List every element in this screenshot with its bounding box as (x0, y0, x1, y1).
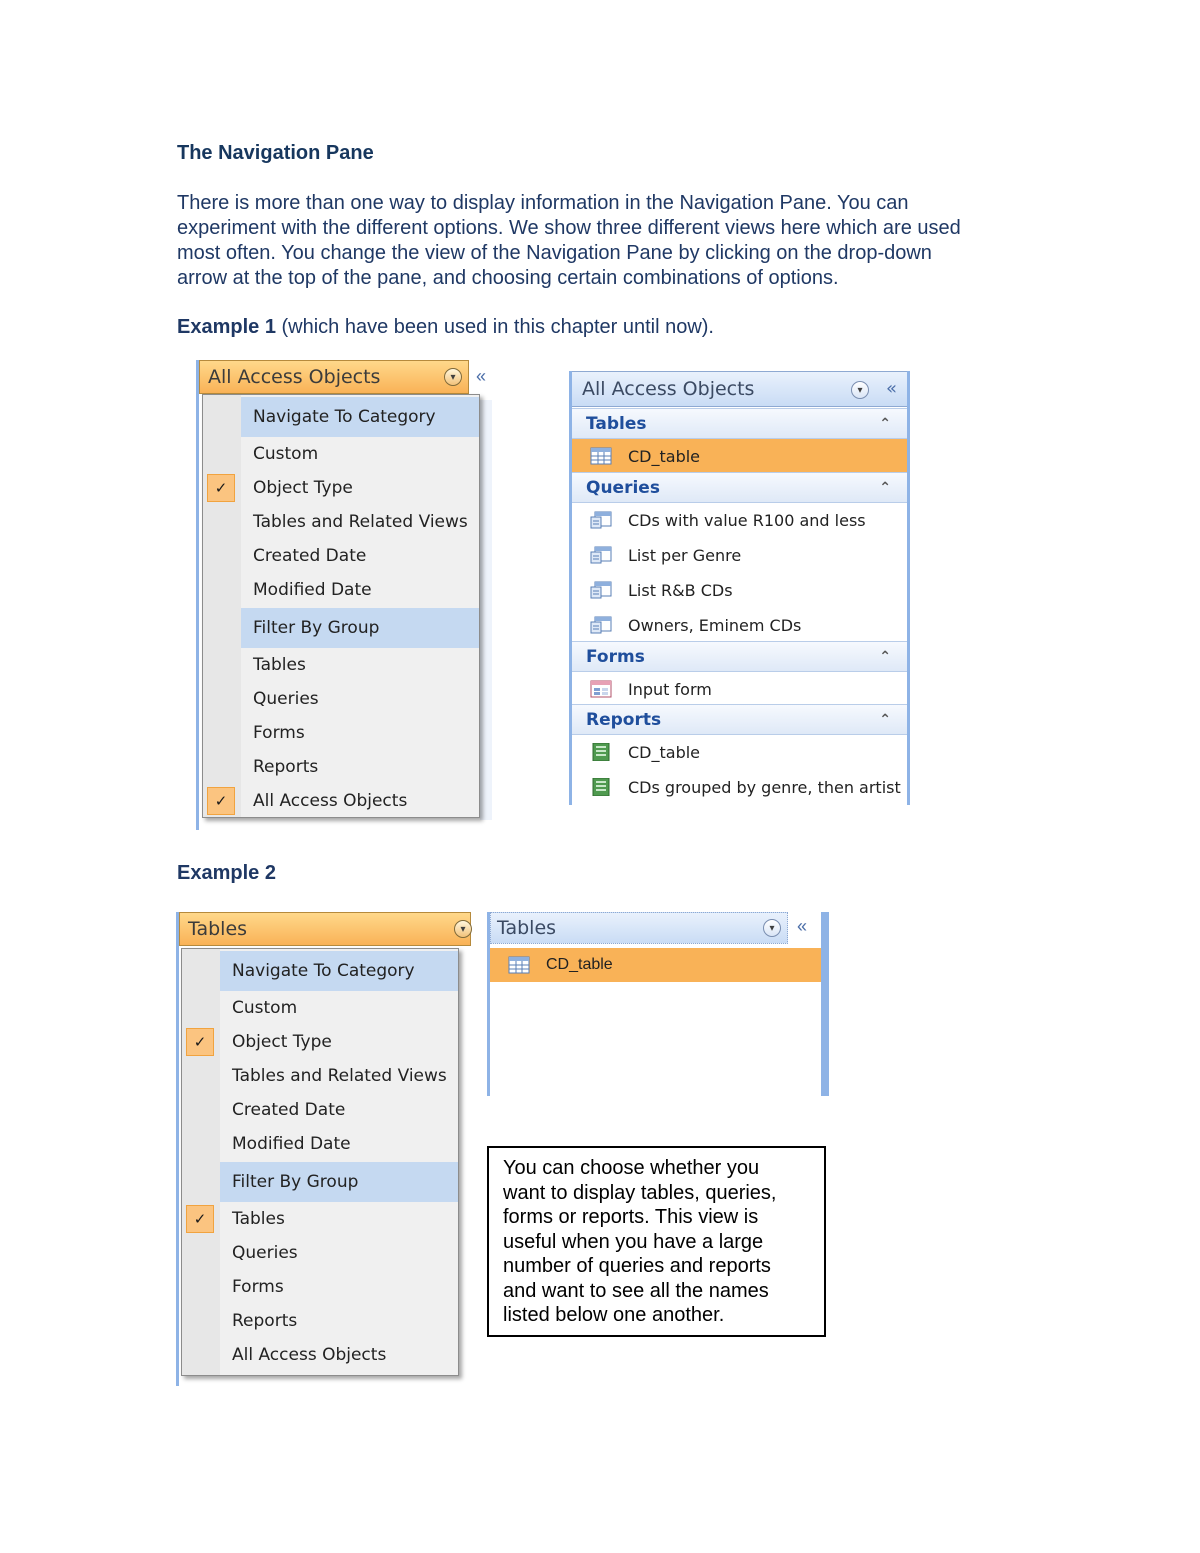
example1-heading (177, 315, 714, 340)
menu-item-tables[interactable]: Tables (253, 655, 306, 675)
nav-pane-header[interactable] (199, 360, 469, 394)
nav-pane-header-label: All Access Objects (582, 378, 755, 400)
table-icon (590, 447, 612, 465)
object-row-query[interactable] (572, 503, 907, 537)
group-label: Queries (586, 477, 660, 498)
object-name: CDs with value R100 and less (628, 510, 866, 530)
object-name: List per Genre (628, 545, 742, 565)
callout-line: forms or reports. This view is (503, 1206, 759, 1228)
group-label: Reports (586, 709, 662, 730)
collapse-pane-icon[interactable]: « (476, 366, 487, 386)
collapse-pane-icon[interactable]: « (885, 378, 897, 399)
callout-box (487, 1146, 826, 1337)
object-name: CDs grouped by genre, then artist (628, 777, 901, 797)
group-header-forms[interactable] (572, 641, 907, 672)
collapse-group-icon[interactable]: ⌃ (879, 711, 891, 728)
callout-line: want to display tables, queries, (503, 1181, 777, 1204)
menu-item-custom[interactable]: Custom (232, 998, 298, 1018)
dropdown-arrow-icon[interactable]: ▾ (763, 919, 781, 937)
nav-pane-header-label: All Access Objects (208, 366, 381, 388)
dropdown-arrow-icon[interactable]: ▾ (444, 368, 462, 386)
intro-line: arrow at the top of the pane, and choosing certain combinations of options. (177, 267, 839, 289)
nav-pane-header-label: Tables (497, 917, 557, 939)
menu-item-all-access-objects[interactable]: All Access Objects (253, 791, 408, 811)
report-icon (590, 778, 612, 796)
object-row-query[interactable] (572, 573, 907, 607)
check-icon: ✓ (207, 787, 235, 815)
query-icon (590, 511, 612, 529)
table-icon (508, 956, 530, 974)
intro-paragraph (177, 191, 1077, 291)
object-name: CD_table (628, 742, 701, 762)
check-icon: ✓ (186, 1205, 214, 1233)
group-header-queries[interactable] (572, 472, 907, 503)
example2-navigation-pane (487, 912, 829, 1096)
menu-category-header: Navigate To Category (241, 397, 479, 437)
menu-item-tables-related-views[interactable]: Tables and Related Views (232, 1066, 447, 1086)
callout-line: useful when you have a large (503, 1230, 764, 1253)
menu-item-modified-date[interactable]: Modified Date (232, 1134, 351, 1154)
example1-menu-screenshot (196, 360, 494, 830)
collapse-pane-icon[interactable]: « (797, 916, 808, 936)
callout-line: listed below one another. (503, 1304, 725, 1326)
intro-line: There is more than one way to display information in the Navigation Pane. You can (177, 192, 909, 214)
menu-item-forms[interactable]: Forms (253, 723, 305, 743)
example1-note: (which have been used in this chapter until now). (281, 316, 714, 338)
menu-gutter (203, 395, 241, 817)
object-row-table[interactable] (572, 439, 907, 473)
check-icon: ✓ (186, 1028, 214, 1056)
check-icon: ✓ (207, 474, 235, 502)
pane-border (821, 912, 829, 1096)
nav-pane-header[interactable] (572, 371, 907, 407)
query-icon (590, 581, 612, 599)
collapse-group-icon[interactable]: ⌃ (879, 648, 891, 665)
example1-navigation-pane (569, 371, 910, 805)
menu-item-custom[interactable]: Custom (253, 444, 319, 464)
callout-line: and want to see all the names (503, 1279, 769, 1302)
callout-line: number of queries and reports (503, 1255, 771, 1277)
query-icon (590, 546, 612, 564)
dropdown-arrow-icon[interactable]: ▾ (454, 920, 472, 938)
object-row-query[interactable] (572, 538, 907, 572)
page-title: The Navigation Pane (177, 142, 374, 164)
menu-item-queries[interactable]: Queries (232, 1243, 298, 1263)
group-header-tables[interactable] (572, 408, 907, 439)
collapse-group-icon[interactable]: ⌃ (879, 479, 891, 496)
dropdown-arrow-icon[interactable]: ▾ (851, 381, 869, 399)
menu-item-modified-date[interactable]: Modified Date (253, 580, 372, 600)
intro-line: experiment with the different options. We show three different views here which are used (177, 217, 961, 239)
object-name: Input form (628, 679, 712, 699)
menu-item-queries[interactable]: Queries (253, 689, 319, 709)
query-icon (590, 616, 612, 634)
object-name: List R&B CDs (628, 580, 733, 600)
pane-border (196, 360, 199, 830)
object-name: CD_table (546, 956, 613, 973)
intro-line: most often. You change the view of the Navigation Pane by clicking on the drop-down (177, 242, 932, 264)
menu-item-reports[interactable]: Reports (232, 1311, 298, 1331)
nav-pane-header[interactable] (179, 912, 471, 946)
menu-item-all-access-objects[interactable]: All Access Objects (232, 1345, 387, 1365)
nav-dropdown-menu (181, 948, 459, 1376)
menu-item-forms[interactable]: Forms (232, 1277, 284, 1297)
menu-gutter (182, 949, 220, 1375)
menu-item-reports[interactable]: Reports (253, 757, 319, 777)
menu-item-created-date[interactable]: Created Date (232, 1100, 346, 1120)
nav-dropdown-menu (202, 394, 480, 818)
callout-line: You can choose whether you (503, 1157, 760, 1179)
menu-item-object-type[interactable]: Object Type (253, 478, 353, 498)
example2-menu-screenshot (176, 912, 472, 1386)
report-icon (590, 743, 612, 761)
menu-filter-header: Filter By Group (241, 608, 479, 648)
pane-background (480, 400, 492, 820)
menu-filter-header: Filter By Group (220, 1162, 458, 1202)
menu-item-tables[interactable]: Tables (232, 1209, 285, 1229)
example1-label: Example 1 (177, 316, 276, 338)
object-row-report[interactable] (572, 770, 907, 804)
group-label: Tables (586, 413, 647, 434)
object-row-form[interactable] (572, 672, 907, 706)
object-row-report[interactable] (572, 735, 907, 769)
object-row-table[interactable] (490, 948, 821, 982)
object-row-query[interactable] (572, 608, 907, 642)
group-header-reports[interactable] (572, 704, 907, 735)
menu-item-created-date[interactable]: Created Date (253, 546, 367, 566)
collapse-group-icon[interactable]: ⌃ (879, 415, 891, 432)
example2-heading: Example 2 (177, 862, 276, 884)
object-name: Owners, Eminem CDs (628, 615, 802, 635)
object-name: CD_table (628, 446, 701, 466)
nav-pane-header[interactable] (490, 912, 788, 944)
menu-item-tables-related-views[interactable]: Tables and Related Views (253, 512, 468, 532)
menu-item-object-type[interactable]: Object Type (232, 1032, 332, 1052)
menu-category-header: Navigate To Category (220, 951, 458, 991)
form-icon (590, 680, 612, 698)
pane-border (176, 912, 179, 1386)
group-label: Forms (586, 646, 645, 667)
nav-pane-header-label: Tables (188, 918, 248, 940)
